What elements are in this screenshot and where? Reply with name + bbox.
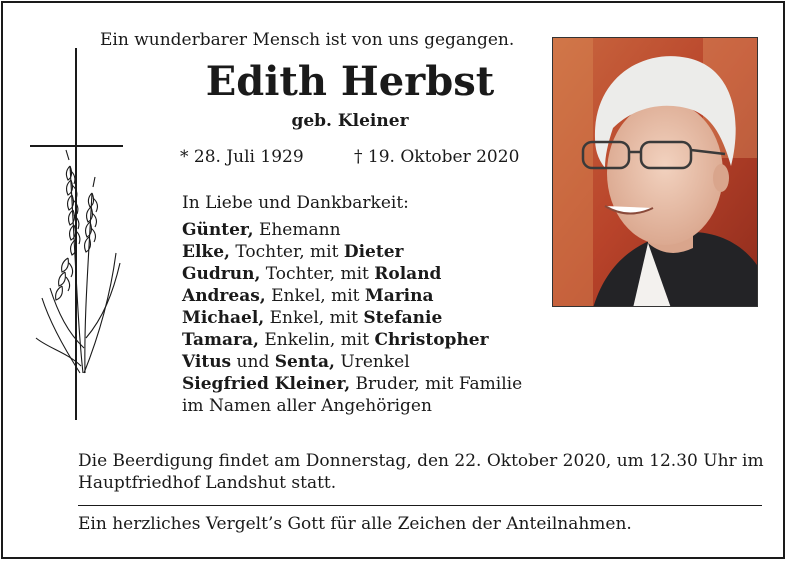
maiden-name: geb. Kleiner bbox=[291, 111, 409, 131]
mourner-line: Tamara, Enkelin, mit Christopher bbox=[182, 330, 489, 350]
mourner-line: Gudrun, Tochter, mit Roland bbox=[182, 264, 442, 284]
funeral-notice: Die Beerdigung findet am Donnerstag, den 22. Oktober 2020, um 12.30 Uhr im Hauptfriedhof Landshut statt. bbox=[78, 451, 764, 493]
mourner-line: Elke, Tochter, mit Dieter bbox=[182, 242, 404, 262]
birth-date: * 28. Juli 1929 bbox=[180, 147, 304, 167]
intro-text: Ein wunderbarer Mensch ist von uns gegangen. bbox=[100, 30, 515, 50]
thanks-line: In Liebe und Dankbarkeit: bbox=[182, 193, 409, 213]
mourners-list bbox=[182, 219, 522, 417]
death-date: † 19. Oktober 2020 bbox=[354, 147, 520, 167]
mourner-line: Vitus und Senta, Urenkel bbox=[182, 352, 410, 372]
closing-text: Ein herzliches Vergelt’s Gott für alle Zeichen der Anteilnahmen. bbox=[78, 514, 632, 534]
deceased-name: Edith Herbst bbox=[205, 58, 495, 105]
mourner-line: Andreas, Enkel, mit Marina bbox=[182, 286, 434, 306]
divider bbox=[78, 505, 762, 506]
mourner-line: im Namen aller Angehörigen bbox=[182, 396, 432, 416]
portrait-photo bbox=[552, 37, 758, 307]
mourner-line: Michael, Enkel, mit Stefanie bbox=[182, 308, 443, 328]
mourner-line: Günter, Ehemann bbox=[182, 220, 341, 240]
cross-with-wheat-icon bbox=[28, 48, 128, 423]
mourner-line: Siegfried Kleiner, Bruder, mit Familie bbox=[182, 374, 523, 394]
